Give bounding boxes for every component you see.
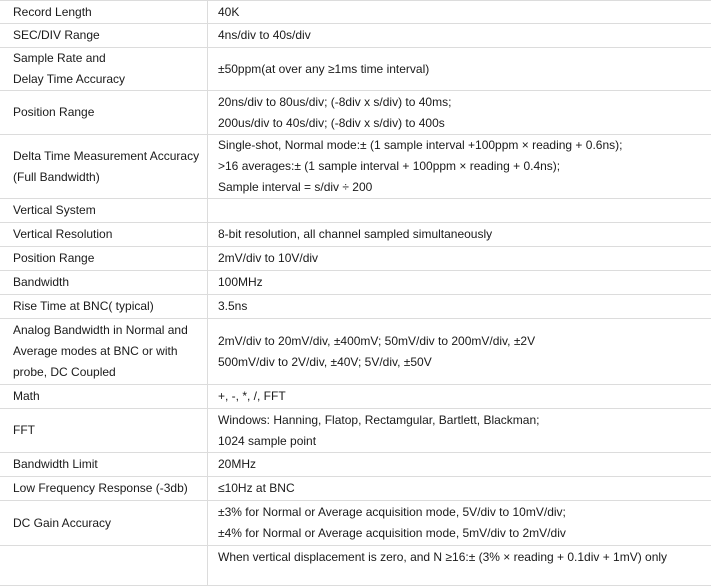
spec-label-line: Bandwidth <box>13 272 207 293</box>
spec-value <box>208 477 711 501</box>
spec-label <box>0 385 208 409</box>
spec-label-line: Low Frequency Response (-3db) <box>13 478 207 499</box>
spec-row <box>0 48 711 91</box>
spec-row <box>0 546 711 586</box>
spec-label-line: probe, DC Coupled <box>13 362 207 383</box>
spec-value-line: 500mV/div to 2V/div, ±40V; 5V/div, ±50V <box>218 352 711 373</box>
spec-label-line: DC Gain Accuracy <box>13 513 207 534</box>
spec-value-line: Single-shot, Normal mode:± (1 sample interval +100ppm × reading + 0.6ns); <box>218 135 711 156</box>
spec-label <box>0 247 208 271</box>
spec-label <box>0 199 208 223</box>
spec-value-line: 8-bit resolution, all channel sampled simultaneously <box>218 224 711 245</box>
spec-value-line: 40K <box>218 2 711 23</box>
spec-value <box>208 135 711 199</box>
spec-value-line: 20ns/div to 80us/div; (-8div x s/div) to 40ms; <box>218 92 711 113</box>
spec-value <box>208 546 711 586</box>
spec-value <box>208 319 711 385</box>
spec-label <box>0 295 208 319</box>
spec-label <box>0 501 208 546</box>
spec-value <box>208 24 711 48</box>
spec-label <box>0 409 208 453</box>
spec-value-line: +, -, *, /, FFT <box>218 386 711 407</box>
spec-value-line: ±3% for Normal or Average acquisition mode, 5V/div to 10mV/div; <box>218 502 711 523</box>
spec-label <box>0 319 208 385</box>
spec-label-line: Vertical Resolution <box>13 224 207 245</box>
spec-value-line: >16 averages:± (1 sample interval + 100ppm × reading + 0.4ns); <box>218 156 711 177</box>
spec-label-line: Position Range <box>13 102 207 123</box>
spec-label-line: Vertical System <box>13 200 207 221</box>
spec-value-line: ±50ppm(at over any ≥1ms time interval) <box>218 59 711 80</box>
spec-value-line: ≤10Hz at BNC <box>218 478 711 499</box>
spec-value <box>208 295 711 319</box>
spec-value <box>208 1 711 24</box>
spec-row <box>0 319 711 385</box>
spec-value <box>208 223 711 247</box>
spec-label <box>0 24 208 48</box>
spec-value-line: 4ns/div to 40s/div <box>218 25 711 46</box>
spec-row <box>0 409 711 453</box>
spec-row <box>0 199 711 223</box>
spec-label <box>0 48 208 91</box>
spec-value-line: Sample interval = s/div ÷ 200 <box>218 177 711 198</box>
spec-label-line: Math <box>13 386 207 407</box>
spec-row <box>0 135 711 199</box>
spec-label <box>0 1 208 24</box>
spec-row <box>0 223 711 247</box>
spec-label-line: Analog Bandwidth in Normal and <box>13 320 207 341</box>
spec-row <box>0 91 711 135</box>
spec-value <box>208 501 711 546</box>
spec-value <box>208 385 711 409</box>
spec-value-line: 2mV/div to 20mV/div, ±400mV; 50mV/div to 200mV/div, ±2V <box>218 331 711 352</box>
spec-value-line: 3.5ns <box>218 296 711 317</box>
spec-table-body <box>0 1 711 586</box>
spec-label-line: Rise Time at BNC( typical) <box>13 296 207 317</box>
spec-label <box>0 223 208 247</box>
spec-row <box>0 24 711 48</box>
spec-label-line: Sample Rate and <box>13 48 207 69</box>
spec-row <box>0 453 711 477</box>
spec-label-line: (Full Bandwidth) <box>13 167 207 188</box>
spec-label-line: Delta Time Measurement Accuracy <box>13 146 207 167</box>
spec-row <box>0 477 711 501</box>
spec-value-line: 20MHz <box>218 454 711 475</box>
spec-label <box>0 271 208 295</box>
spec-row <box>0 295 711 319</box>
spec-label-line: Record Length <box>13 2 207 23</box>
spec-value <box>208 199 711 223</box>
spec-label <box>0 477 208 501</box>
spec-row <box>0 385 711 409</box>
spec-row <box>0 1 711 24</box>
spec-value-line: 1024 sample point <box>218 431 711 452</box>
spec-row <box>0 501 711 546</box>
spec-value <box>208 48 711 91</box>
spec-value-line: ±4% for Normal or Average acquisition mode, 5mV/div to 2mV/div <box>218 523 711 544</box>
spec-label <box>0 453 208 477</box>
spec-value <box>208 453 711 477</box>
spec-row <box>0 271 711 295</box>
spec-value-line: Windows: Hanning, Flatop, Rectamgular, Bartlett, Blackman; <box>218 410 711 431</box>
spec-value-line: 100MHz <box>218 272 711 293</box>
spec-label-line: Bandwidth Limit <box>13 454 207 475</box>
spec-label-line: SEC/DIV Range <box>13 25 207 46</box>
spec-value-line: When vertical displacement is zero, and N ≥16:± (3% × reading + 0.1div + 1mV) only <box>218 547 711 568</box>
spec-label-line: FFT <box>13 420 207 441</box>
spec-value-line: 2mV/div to 10V/div <box>218 248 711 269</box>
spec-label <box>0 546 208 586</box>
spec-label <box>0 91 208 135</box>
spec-label <box>0 135 208 199</box>
spec-value <box>208 91 711 135</box>
spec-label-line: Average modes at BNC or with <box>13 341 207 362</box>
spec-label-line: Delay Time Accuracy <box>13 69 207 90</box>
spec-row <box>0 247 711 271</box>
spec-label-line: Position Range <box>13 248 207 269</box>
spec-value <box>208 247 711 271</box>
spec-value-line: 200us/div to 40s/div; (-8div x s/div) to 400s <box>218 113 711 134</box>
spec-value <box>208 271 711 295</box>
spec-value <box>208 409 711 453</box>
